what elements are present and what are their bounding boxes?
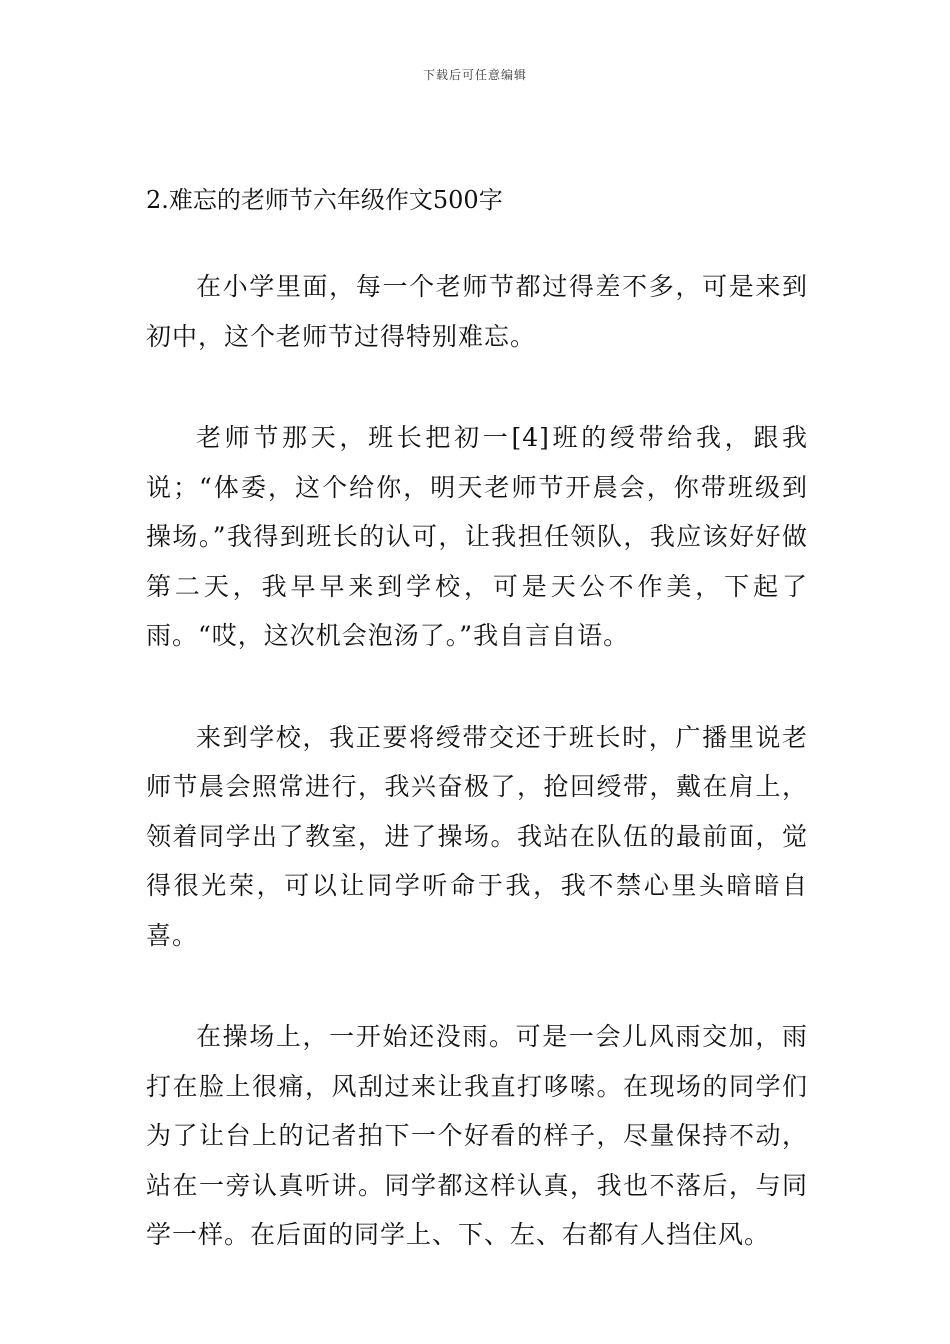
paragraph-4: 在操场上，一开始还没雨。可是一会儿风雨交加，雨打在脸上很痛，风刮过来让我直打哆嗦。在现场的同学们为了让台上的记者拍下一个好看的样子，尽量保持不动，站在一旁认真听讲。同学都这样认真，我也不落后，与同学一样。在后面的同学上、下、左、右都有人挡住风。 xyxy=(146,1022,808,1249)
article-body xyxy=(146,180,808,1260)
paragraph-3: 来到学校，我正要将绶带交还于班长时，广播里说老师节晨会照常进行，我兴奋极了，抢回绶带，戴在肩上，领着同学出了教室，进了操场。我站在队伍的最前面，觉得很光荣，可以让同学听命于我，我不禁心里头暗暗自喜。 xyxy=(146,722,808,950)
paragraph-2: 老师节那天，班长把初一[4]班的绶带给我，跟我说；“体委，这个给你，明天老师节开晨会，你带班级到操场。”我得到班长的认可，让我担任领队，我应该好好做第二天，我早早来到学校，可是天公不作美，下起了雨。“哎，这次机会泡汤了。”我自言自语。 xyxy=(146,423,808,650)
page-header-note: 下载后可任意编辑 xyxy=(422,68,527,82)
paragraph-1: 在小学里面，每一个老师节都过得差不多，可是来到初中，这个老师节过得特别难忘。 xyxy=(146,272,808,351)
article-title: 2.难忘的老师节六年级作文500字 xyxy=(146,186,503,214)
